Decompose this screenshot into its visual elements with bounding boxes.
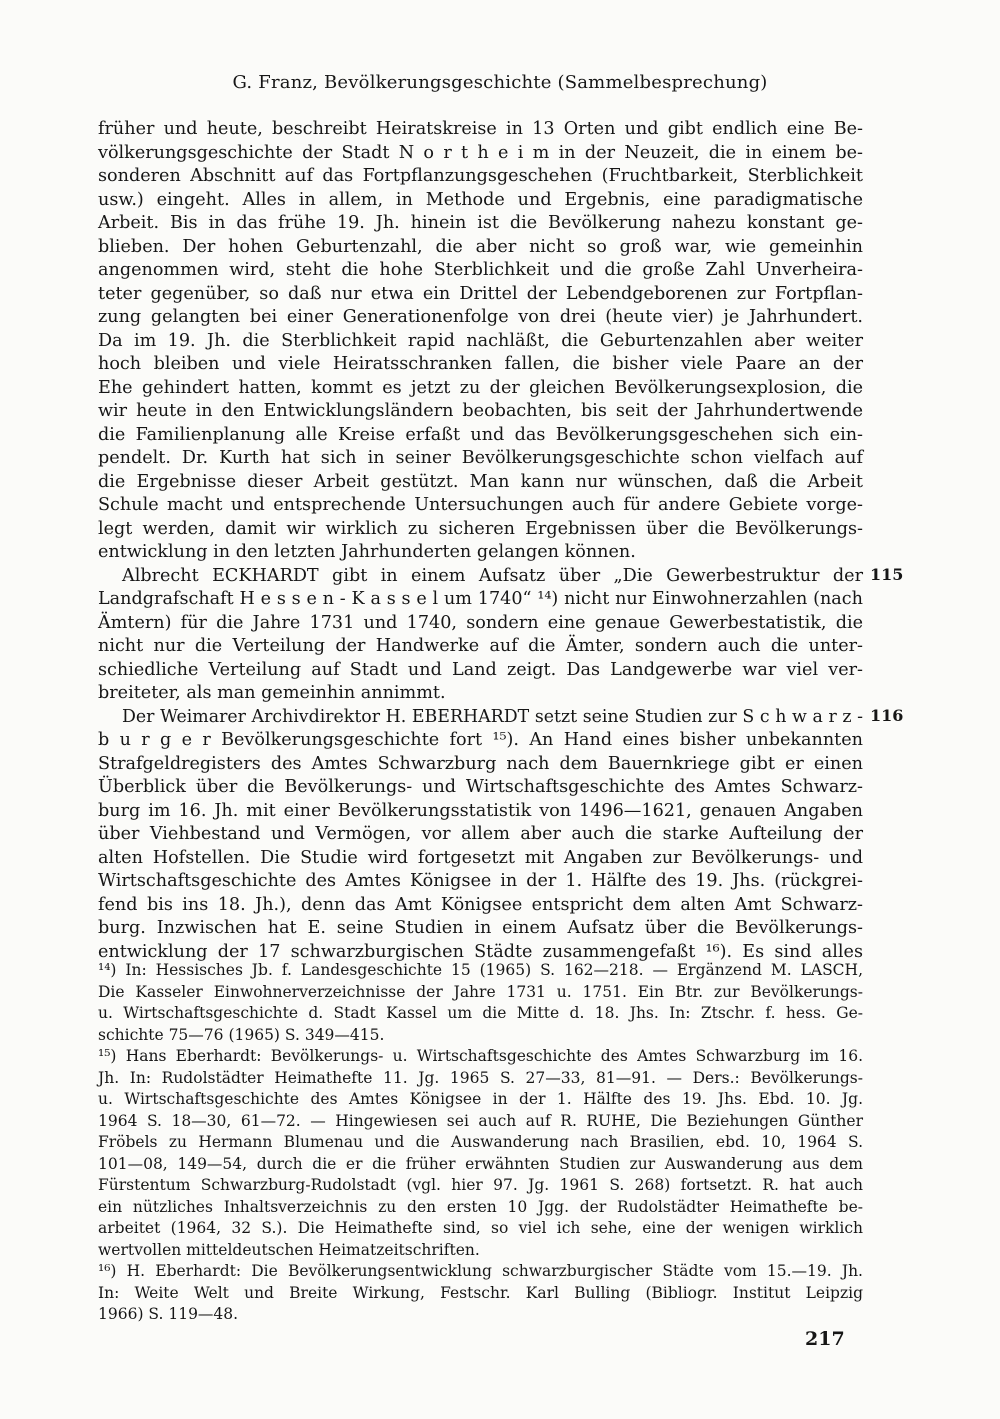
footnote-line: arbeitet (1964, 32 S.). Die Heimathefte sind, so viel ich sehe, eine der wenigen wirklich bbox=[98, 1219, 863, 1237]
body-line: Der Weimarer Archivdirektor H. EBERHARDT setzt seine Studien zur S c h w a r z - bbox=[122, 706, 863, 727]
body-line: Wirtschaftsgeschichte des Amtes Königsee in der 1. Hälfte des 19. Jhs. (rückgrei- bbox=[98, 871, 863, 891]
body-line: früher und heute, beschreibt Heiratskreise in 13 Orten und gibt endlich eine Be- bbox=[98, 119, 863, 139]
body-line: teter gegenüber, so daß nur etwa ein Drittel der Lebendgeborenen zur Fortpflan- bbox=[98, 283, 863, 304]
body-line: sonderen Abschnitt auf das Fortpflanzungsgeschehen (Fruchtbarkeit, Sterblichkeit bbox=[98, 166, 863, 186]
footnote-line: ein nützliches Inhaltsverzeichnis zu den ersten 10 Jgg. der Rudolstädter Heimathefte be- bbox=[98, 1197, 863, 1216]
footnotes bbox=[98, 960, 863, 1326]
footnote-line: wertvollen mitteldeutschen Heimatzeitschriften. bbox=[98, 1240, 480, 1259]
body-line: breiteter, als man gemeinhin annimmt. bbox=[98, 683, 446, 703]
body-line: die Familienplanung alle Kreise erfaßt und das Bevölkerungsgeschehen sich ein- bbox=[98, 424, 863, 445]
footnote-line: 101—08, 149—54, durch die er die früher erwähnten Studien zur Auswanderung aus dem bbox=[98, 1154, 863, 1173]
body-line: Arbeit. Bis in das frühe 19. Jh. hinein ist die Bevölkerung nahezu konstant ge- bbox=[98, 213, 863, 233]
footnote-line: schichte 75—76 (1965) S. 349—415. bbox=[98, 1025, 385, 1044]
footnote-line: ¹⁴) In: Hessisches Jb. f. Landesgeschichte 15 (1965) S. 162—218. — Ergänzend M. LASCH, bbox=[98, 961, 863, 979]
footnote-line: Die Kasseler Einwohnerverzeichnisse der Jahre 1731 u. 1751. Ein Btr. zur Bevölkerungs- bbox=[98, 982, 863, 1001]
footnote-line: 1966) S. 119—48. bbox=[98, 1305, 239, 1323]
body-line: entwicklung der 17 schwarzburgischen Städte zusammengefaßt ¹⁶). Es sind alles bbox=[98, 941, 863, 962]
body-line: Strafgeldregisters des Amtes Schwarzburg nach dem Bauernkriege gibt er einen bbox=[98, 753, 863, 774]
body-line: blieben. Der hohen Geburtenzahl, die aber nicht so groß war, wie gemeinhin bbox=[98, 236, 863, 257]
body-line: usw.) eingeht. Alles in allem, in Methode und Ergebnis, eine paradigmatische bbox=[98, 189, 863, 210]
footnote-line: 1964 S. 18—30, 61—72. — Hingewiesen sei auch auf R. RUHE, Die Beziehungen Günther bbox=[98, 1111, 863, 1130]
margin-number: 116 bbox=[870, 706, 904, 725]
footnote-line: u. Wirtschaftsgeschichte d. Stadt Kassel um die Mitte d. 18. Jhs. In: Ztschr. f. hess. Ge- bbox=[98, 1004, 863, 1022]
footnote-line: Fürstentum Schwarzburg-Rudolstadt (vgl. hier 97. Jg. 1961 S. 268) fortsetzt. R. hat auch bbox=[98, 1176, 863, 1194]
body-line: fend bis ins 18. Jh.), denn das Amt Königsee entspricht dem alten Amt Schwarz- bbox=[98, 894, 863, 915]
body-line: pendelt. Dr. Kurth hat sich in seiner Bevölkerungsgeschichte schon vielfach auf bbox=[98, 448, 863, 468]
footnote-line: ¹⁵) Hans Eberhardt: Bevölkerungs- u. Wirtschaftsgeschichte des Amtes Schwarzburg im 16. bbox=[98, 1047, 863, 1065]
body-line: Da im 19. Jh. die Sterblichkeit rapid nachläßt, die Geburtenzahlen aber weiter bbox=[98, 330, 863, 351]
body-line: Schule macht und entsprechende Untersuchungen auch für andere Gebiete vorge- bbox=[98, 495, 863, 515]
body-line: alten Hofstellen. Die Studie wird fortgesetzt mit Angaben zur Bevölkerungs- und bbox=[98, 847, 863, 868]
body-line: b u r g e r Bevölkerungsgeschichte fort ¹⁵). An Hand eines bisher unbekannten bbox=[98, 730, 863, 750]
body-line: über Viehbestand und Vermögen, vor allem aber auch die starke Aufteilung der bbox=[98, 824, 863, 844]
body-line: schiedliche Verteilung auf Stadt und Land zeigt. Das Landgewerbe war viel ver- bbox=[98, 659, 863, 680]
body-line: Überblick über die Bevölkerungs- und Wirtschaftsgeschichte des Amtes Schwarz- bbox=[98, 777, 863, 797]
body-line: Landgrafschaft H e s s e n - K a s s e l um 1740“ ¹⁴) nicht nur Einwohnerzahlen (nach bbox=[98, 589, 863, 609]
body-line: burg. Inzwischen hat E. seine Studien in einem Aufsatz über die Bevölkerungs- bbox=[98, 918, 863, 938]
body-line: die Ergebnisse dieser Arbeit gestützt. Man kann nur wünschen, daß die Arbeit bbox=[98, 471, 863, 492]
footnote-line: Fröbels zu Hermann Blumenau und die Auswanderung nach Brasilien, ebd. 10, 1964 S. bbox=[98, 1133, 863, 1151]
body-line: nicht nur die Verteilung der Handwerke auf die Ämter, sondern auch die unter- bbox=[98, 636, 863, 656]
running-head: G. Franz, Bevölkerungsgeschichte (Sammelbesprechung) bbox=[232, 72, 768, 93]
body-line: hoch bleiben und viele Heiratsschranken fallen, die bisher viele Paare an der bbox=[98, 354, 863, 374]
body-line: Albrecht ECKHARDT gibt in einem Aufsatz über „Die Gewerbestruktur der bbox=[122, 565, 863, 586]
body-line: legt werden, damit wir wirklich zu sicheren Ergebnissen über die Bevölkerungs- bbox=[98, 518, 863, 539]
body-line: zung gelangten bei einer Generationenfolge von drei (heute vier) je Jahrhundert. bbox=[98, 307, 863, 327]
footnote-line: u. Wirtschaftsgeschichte des Amtes Königsee in der 1. Hälfte des 19. Jhs. Ebd. 10. Jg. bbox=[98, 1090, 863, 1108]
body-line: völkerungsgeschichte der Stadt N o r t h e i m in der Neuzeit, die in einem be- bbox=[98, 142, 863, 163]
footnote-line: ¹⁶) H. Eberhardt: Die Bevölkerungsentwicklung schwarzburgischer Städte vom 15.—19. Jh. bbox=[98, 1262, 863, 1280]
body-line: Ehe gehindert hatten, kommt es jetzt zu der gleichen Bevölkerungsexplosion, die bbox=[98, 377, 863, 398]
page-number: 217 bbox=[805, 1328, 845, 1350]
body-line: wir heute in den Entwicklungsländern beobachten, bis seit der Jahrhundertwende bbox=[98, 401, 863, 421]
margin-number: 115 bbox=[870, 565, 904, 584]
body-line: entwicklung in den letzten Jahrhunderten gelangen können. bbox=[98, 542, 636, 562]
body-text bbox=[98, 118, 904, 964]
body-line: angenommen wird, steht die hohe Sterblichkeit und die große Zahl Unverheira- bbox=[98, 260, 863, 280]
body-line: Ämtern) für die Jahre 1731 und 1740, sondern eine genaue Gewerbestatistik, die bbox=[98, 612, 863, 633]
footnote-line: In: Weite Welt und Breite Wirkung, Festschr. Karl Bulling (Bibliogr. Institut Leipzig bbox=[98, 1283, 863, 1302]
body-line: burg im 16. Jh. mit einer Bevölkerungsstatistik von 1496—1621, genauen Angaben bbox=[98, 800, 863, 821]
footnote-line: Jh. In: Rudolstädter Heimathefte 11. Jg. 1965 S. 27—33, 81—91. — Ders.: Bevölkerungs- bbox=[98, 1068, 863, 1087]
